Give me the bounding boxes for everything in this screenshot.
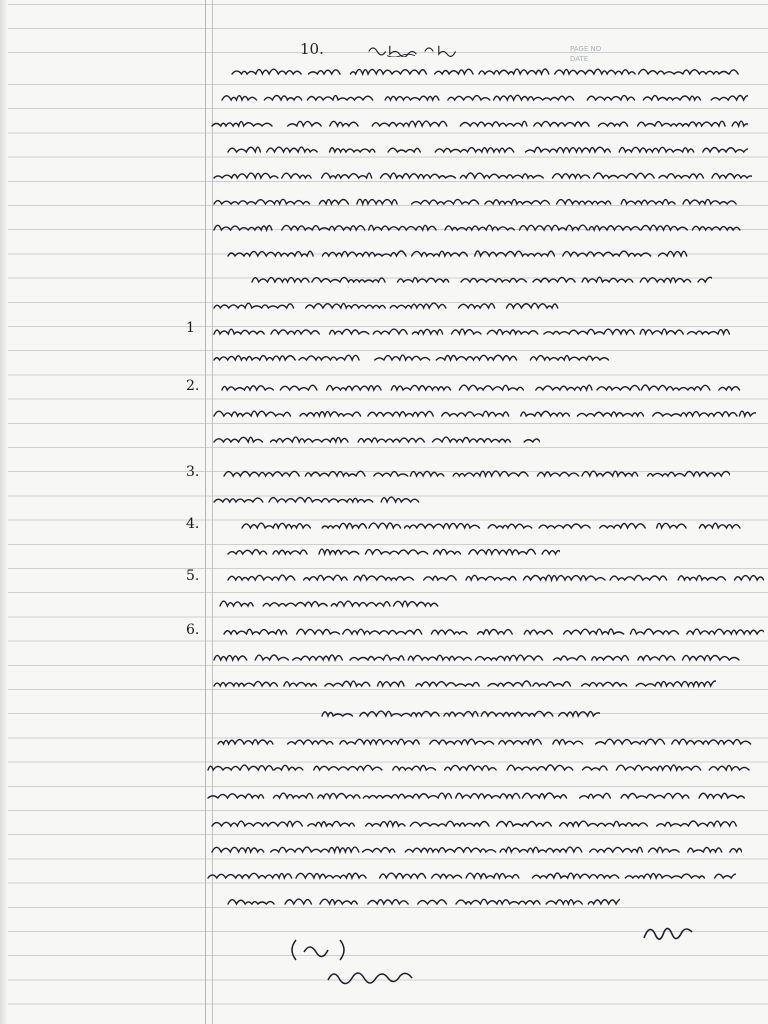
handwritten-line xyxy=(212,166,752,186)
page-title xyxy=(300,40,485,58)
handwritten-line xyxy=(206,866,736,886)
handwritten-line xyxy=(220,88,748,108)
handwritten-line xyxy=(212,404,756,424)
handwritten-line xyxy=(216,732,756,752)
handwritten-line xyxy=(240,516,748,536)
page-number: 10. xyxy=(300,40,324,58)
handwritten-line xyxy=(220,378,742,398)
list-number-5: 5. xyxy=(186,568,200,584)
handwritten-line xyxy=(212,490,420,510)
stamp-date: DATE xyxy=(570,55,589,63)
handwritten-line xyxy=(320,704,600,724)
handwritten-title xyxy=(345,43,485,57)
page-edge-shadow xyxy=(0,0,8,1024)
handwritten-line xyxy=(210,114,748,134)
handwritten-line xyxy=(250,270,712,290)
handwritten-line xyxy=(206,758,752,778)
handwritten-line xyxy=(212,296,560,316)
handwritten-line xyxy=(226,568,764,588)
handwritten-line xyxy=(212,430,540,450)
list-number-4: 4. xyxy=(186,516,200,532)
handwritten-line xyxy=(226,244,690,264)
handwritten-line xyxy=(212,322,748,342)
handwritten-bracket-note xyxy=(288,936,348,966)
list-number-1: 1 xyxy=(186,320,195,336)
handwritten-line xyxy=(230,62,740,82)
handwritten-line xyxy=(212,348,620,368)
handwritten-line xyxy=(212,648,748,668)
handwritten-line xyxy=(218,594,440,614)
handwritten-line xyxy=(212,192,748,212)
handwritten-line xyxy=(226,140,748,160)
list-number-2: 2. xyxy=(186,378,200,394)
handwritten-line xyxy=(226,892,620,912)
handwritten-line xyxy=(206,786,748,806)
stamp-page-no: PAGE NO xyxy=(570,45,602,53)
list-number-6: 6. xyxy=(186,622,200,638)
handwritten-line xyxy=(212,218,742,238)
handwritten-signature xyxy=(640,920,700,948)
handwritten-line xyxy=(222,464,730,484)
handwritten-line xyxy=(226,542,560,562)
handwritten-signature-name xyxy=(324,966,424,992)
list-number-3: 3. xyxy=(186,464,200,480)
handwritten-line xyxy=(222,622,764,642)
handwritten-line xyxy=(210,814,756,834)
handwritten-line xyxy=(212,674,716,694)
handwritten-line xyxy=(210,840,742,860)
